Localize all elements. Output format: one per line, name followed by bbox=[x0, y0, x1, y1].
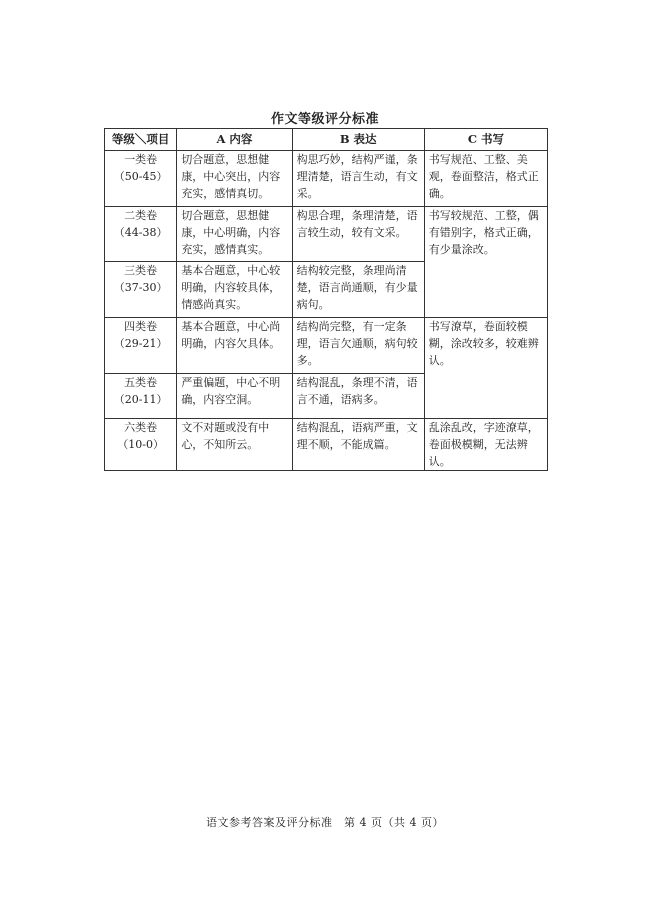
page-footer: 语文参考答案及评分标准 第 4 页（共 4 页） bbox=[206, 816, 444, 829]
writing-cell: 乱涂乱改，字迹潦草，卷面极模糊，无法辨认。 bbox=[424, 419, 547, 471]
table-row bbox=[105, 151, 548, 207]
level-cell bbox=[105, 318, 177, 374]
level-name: 一类卷 bbox=[124, 153, 158, 166]
writing-cell: 书写潦草，卷面较模糊，涂改较多，较难辨认。 bbox=[424, 318, 547, 419]
content-cell: 切合题意，思想健康，中心明确，内容充实，感情真实。 bbox=[177, 207, 292, 262]
level-name: 四类卷 bbox=[124, 320, 158, 333]
level-range: （50-45） bbox=[113, 170, 168, 183]
level-name: 三类卷 bbox=[124, 264, 158, 277]
expression-cell: 结构尚完整，有一定条理，语言欠通顺，病句较多。 bbox=[292, 318, 424, 374]
table-title: 作文等级评分标准 bbox=[270, 112, 379, 127]
level-name: 二类卷 bbox=[124, 209, 158, 222]
header-writing: C 书写 bbox=[424, 129, 547, 151]
level-range: （37-30） bbox=[113, 281, 168, 294]
content-cell: 切合题意，思想健康，中心突出，内容充实，感情真切。 bbox=[177, 151, 292, 207]
content-cell: 严重偏题，中心不明确，内容空洞。 bbox=[177, 374, 292, 419]
level-name: 六类卷 bbox=[124, 421, 158, 434]
header-row bbox=[105, 129, 548, 151]
grading-table bbox=[104, 128, 548, 471]
level-range: （10-0） bbox=[117, 438, 165, 451]
header-expression: B 表达 bbox=[292, 129, 424, 151]
expression-cell: 结构混乱，条理不清，语言不通，语病多。 bbox=[292, 374, 424, 419]
expression-cell: 结构混乱，语病严重，文理不顺，不能成篇。 bbox=[292, 419, 424, 471]
level-cell bbox=[105, 207, 177, 262]
header-level: 等级＼项目 bbox=[105, 129, 177, 151]
expression-cell: 结构较完整，条理尚清楚，语言尚通顺，有少量病句。 bbox=[292, 262, 424, 318]
content-cell: 文不对题或没有中心，不知所云。 bbox=[177, 419, 292, 471]
table-row bbox=[105, 419, 548, 471]
expression-cell: 构思巧妙，结构严谨，条理清楚，语言生动，有文采。 bbox=[292, 151, 424, 207]
level-cell bbox=[105, 151, 177, 207]
expression-cell: 构思合理，条理清楚，语言较生动，较有文采。 bbox=[292, 207, 424, 262]
level-range: （44-38） bbox=[113, 226, 168, 239]
level-cell bbox=[105, 374, 177, 419]
level-range: （29-21） bbox=[113, 337, 168, 350]
level-cell bbox=[105, 262, 177, 318]
level-range: （20-11） bbox=[113, 393, 168, 406]
content-cell: 基本合题意，中心较明确，内容较具体，情感尚真实。 bbox=[177, 262, 292, 318]
writing-cell: 书写规范、工整、美观，卷面整洁，格式正确。 bbox=[424, 151, 547, 207]
writing-cell: 书写较规范、工整，偶有错别字，格式正确，有少量涂改。 bbox=[424, 207, 547, 318]
level-cell bbox=[105, 419, 177, 471]
content-cell: 基本合题意，中心尚明确，内容欠具体。 bbox=[177, 318, 292, 374]
header-content: A 内容 bbox=[177, 129, 292, 151]
table-row bbox=[105, 318, 548, 374]
level-name: 五类卷 bbox=[124, 376, 158, 389]
table-row bbox=[105, 207, 548, 262]
